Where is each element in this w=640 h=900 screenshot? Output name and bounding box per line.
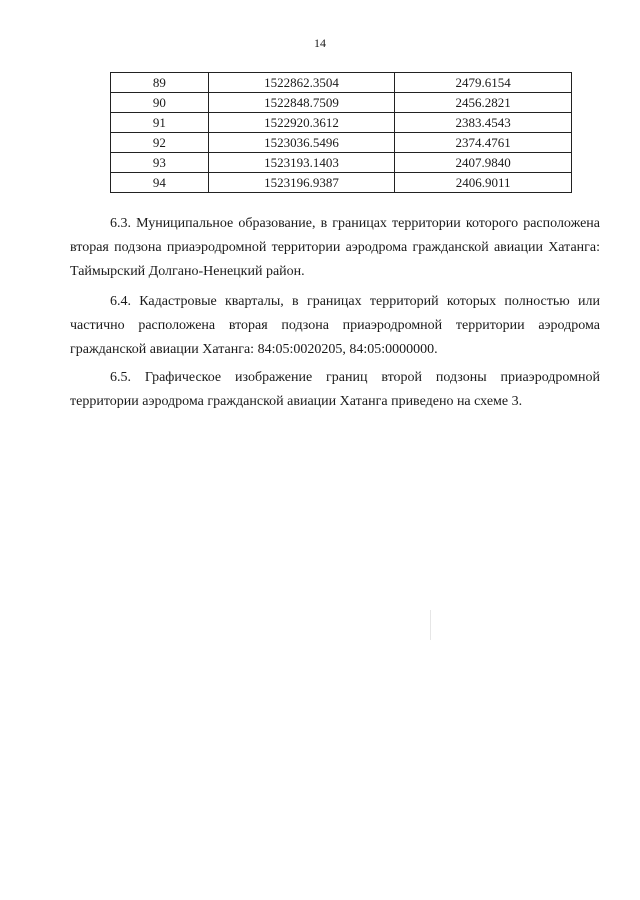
table-row bbox=[111, 173, 572, 193]
x-coordinate-cell: 1523036.5496 bbox=[208, 133, 395, 153]
paragraph-text: 6.5. Графическое изображение границ второй подзоны приаэродромной территории аэродрома гражданской авиации Хатанга приведено на схеме 3. bbox=[70, 370, 600, 409]
page-number: 14 bbox=[314, 36, 326, 50]
y-coordinate-cell: 2406.9011 bbox=[395, 173, 572, 193]
paragraph-text: 6.3. Муниципальное образование, в границах территории которого расположена вторая подзона приаэродромной территории аэродрома гражданской авиации Хатанга: Таймырский Долгано-Ненецкий район. bbox=[70, 216, 600, 279]
point-number-cell: 93 bbox=[111, 153, 209, 173]
y-coordinate-cell: 2374.4761 bbox=[395, 133, 572, 153]
coordinates-table bbox=[110, 72, 572, 193]
point-number-cell: 94 bbox=[111, 173, 209, 193]
y-coordinate-cell: 2383.4543 bbox=[395, 113, 572, 133]
point-number-cell: 90 bbox=[111, 93, 209, 113]
paragraph-6-3 bbox=[70, 212, 600, 284]
table-row bbox=[111, 133, 572, 153]
table-row bbox=[111, 73, 572, 93]
x-coordinate-cell: 1523193.1403 bbox=[208, 153, 395, 173]
x-coordinate-cell: 1522862.3504 bbox=[208, 73, 395, 93]
table-row bbox=[111, 93, 572, 113]
y-coordinate-cell: 2479.6154 bbox=[395, 73, 572, 93]
x-coordinate-cell: 1523196.9387 bbox=[208, 173, 395, 193]
paragraph-6-4 bbox=[70, 290, 600, 362]
y-coordinate-cell: 2456.2821 bbox=[395, 93, 572, 113]
point-number-cell: 92 bbox=[111, 133, 209, 153]
paragraph-6-5 bbox=[70, 366, 600, 414]
scan-artifact bbox=[430, 610, 431, 640]
y-coordinate-cell: 2407.9840 bbox=[395, 153, 572, 173]
table-row bbox=[111, 153, 572, 173]
table-row bbox=[111, 113, 572, 133]
x-coordinate-cell: 1522848.7509 bbox=[208, 93, 395, 113]
x-coordinate-cell: 1522920.3612 bbox=[208, 113, 395, 133]
paragraph-text: 6.4. Кадастровые кварталы, в границах территорий которых полностью или частично расположена вторая подзона приаэродромной территории аэродрома гражданской авиации Хатанга: 84:05:0020205, 84:05:0000000. bbox=[70, 294, 600, 357]
point-number-cell: 91 bbox=[111, 113, 209, 133]
point-number-cell: 89 bbox=[111, 73, 209, 93]
